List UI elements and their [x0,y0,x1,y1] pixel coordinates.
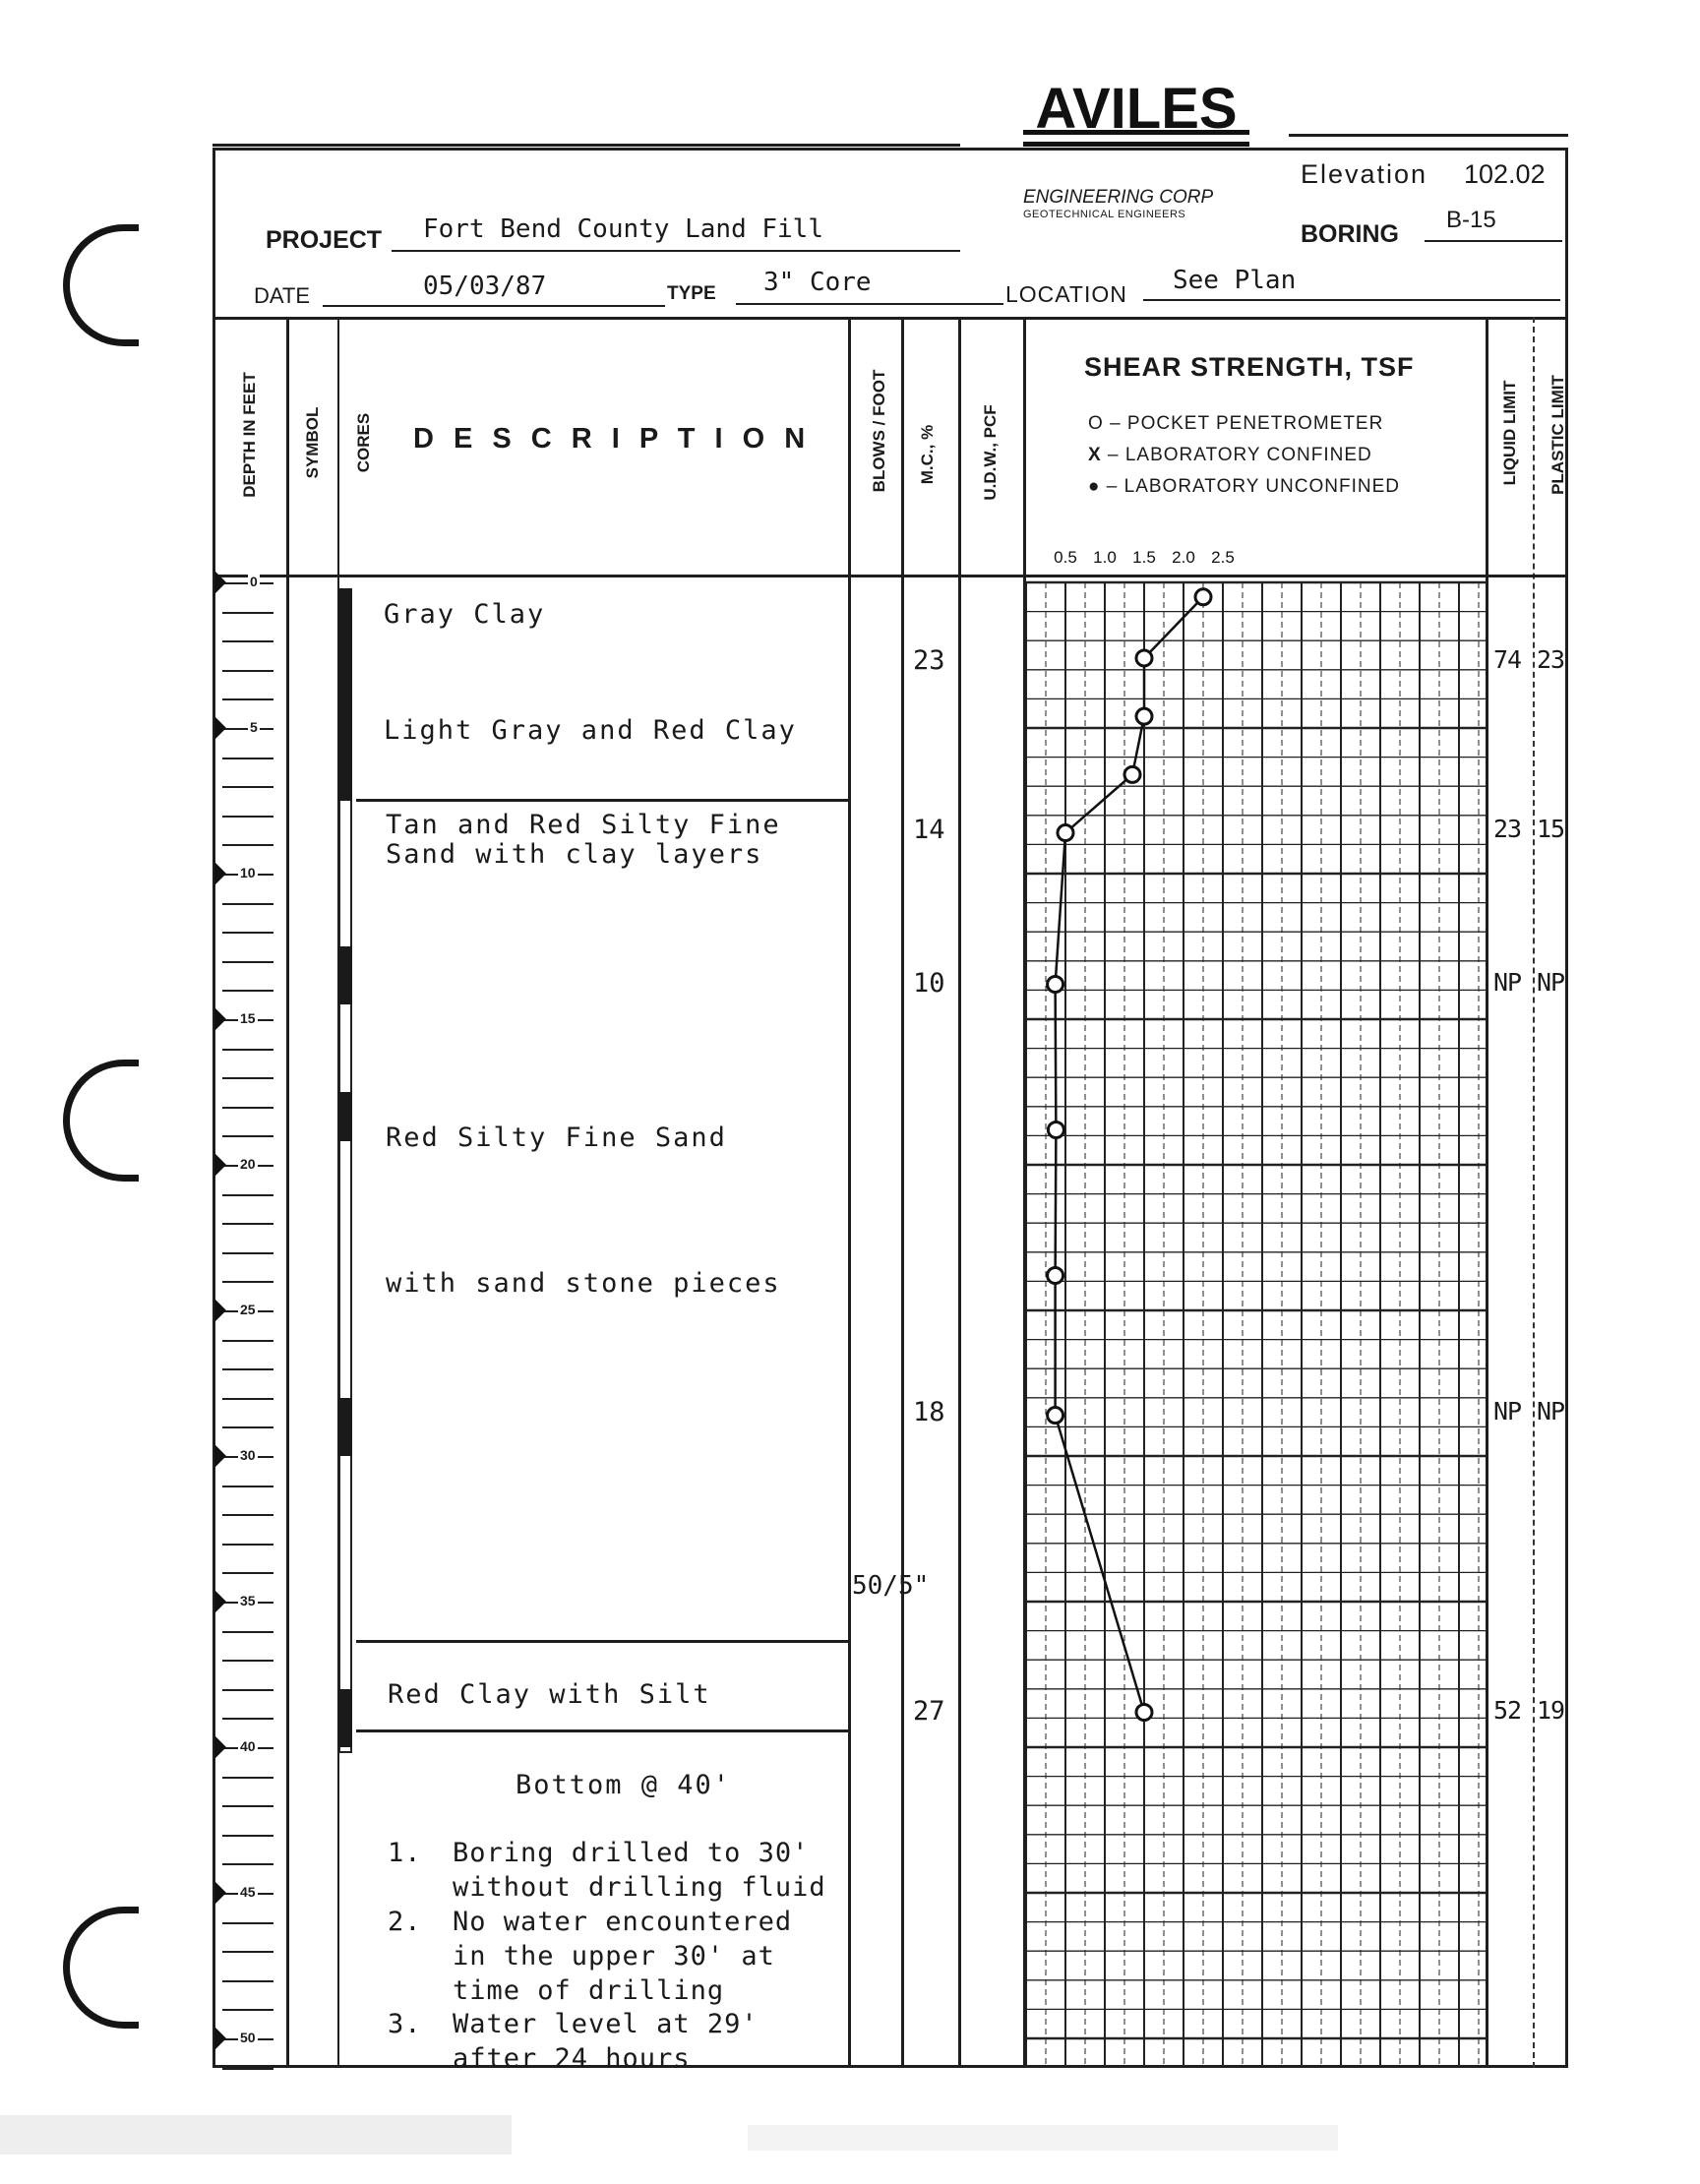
liquid-limit-value: 74 [1493,644,1522,674]
desc-divider-1 [356,799,848,802]
depth-rule [222,1049,273,1051]
legend-pocket-label: POCKET PENETROMETER [1126,413,1384,434]
depth-rule [222,1660,273,1662]
depth-rule [222,1426,273,1428]
boring-value: B-15 [1446,207,1496,233]
depth-rule [222,1689,273,1691]
desc-tan-red-silty-sand: Tan and Red Silty Fine Sand with clay layers [386,810,781,870]
x-tick-label: 0.5 [1054,548,1077,567]
depth-rule [222,1252,273,1254]
project-underline [392,250,960,252]
depth-rule [222,1194,273,1196]
liquid-limit-value: 52 [1493,1696,1522,1726]
depth-marker [214,2027,226,2050]
core-recovered-segment [338,1398,352,1456]
header-liquid-limit: LIQUID LIMIT [1500,380,1519,486]
depth-rule [222,1805,273,1807]
plastic-limit-value: NP [1537,968,1565,998]
shear-strength-chart [1026,539,1486,2068]
date-underline [323,305,665,307]
depth-rule [222,1922,273,1924]
col-line-mc [958,317,961,2068]
depth-rule [222,1980,273,1982]
depth-marker [214,862,226,885]
depth-rule [222,1544,273,1546]
depth-rule [222,1340,273,1342]
plastic-limit-value: 23 [1537,644,1565,674]
depth-rule [222,1631,273,1633]
depth-marker [214,1007,226,1031]
depth-label: 30 [240,1447,256,1463]
note-1 [388,1836,840,1905]
desc-sand-stone-pieces: with sand stone pieces [386,1268,781,1299]
depth-rule [222,786,273,788]
depth-rule [222,1514,273,1516]
shear-title: SHEAR STRENGTH, TSF [1084,352,1415,382]
depth-label: 45 [240,1884,256,1900]
elevation-value: 102.02 [1464,159,1546,189]
plastic-limit-value: NP [1537,1396,1565,1426]
legend-confined-label: LABORATORY CONFINED [1124,445,1372,465]
col-line-limits-divider [1533,317,1536,2068]
depth-marker [214,1153,226,1177]
note-3-num: 3. [388,2009,422,2039]
x-tick-label: 2.5 [1211,548,1235,567]
plastic-limit-value: 15 [1537,814,1565,843]
desc-light-gray-red-clay: Light Gray and Red Clay [384,715,797,746]
note-2-num: 2. [388,1907,422,1937]
col-line-chart-right [1486,317,1488,2068]
project-value: Fort Bend County Land Fill [423,214,823,244]
depth-label: 25 [240,1302,256,1317]
depth-rule [222,1863,273,1865]
legend-dash: – [1106,476,1124,497]
desc-red-silty-fine-sand: Red Silty Fine Sand [386,1122,727,1153]
desc-gray-clay: Gray Clay [384,599,546,630]
core-recovered-segment [338,946,352,1004]
header-mc: M.C., % [918,424,937,485]
depth-marker [214,1735,226,1759]
data-point-pocket-penetrometer [1048,1122,1063,1137]
liquid-limit-value: 23 [1493,814,1522,843]
col-line-description [848,317,851,2068]
header-top-rule-right [1289,134,1568,137]
col-line-symbol [286,317,289,2068]
data-point-pocket-penetrometer [1136,1704,1152,1720]
depth-rule [222,990,273,992]
legend-pocket-symbol: O [1088,413,1104,434]
blows-value: 50/5" [852,1571,930,1602]
depth-rule [222,903,273,905]
date-value: 05/03/87 [423,272,547,301]
depth-rule [222,1572,273,1574]
depth-rule [222,1368,273,1370]
depth-rule [222,1077,273,1079]
header-blows: BLOWS / FOOT [870,369,888,493]
depth-rule [222,1107,273,1109]
elevation-label: Elevation [1301,159,1428,189]
location-label: LOCATION [1005,281,1127,307]
depth-label: 15 [240,1010,256,1026]
logo-mark [1023,87,1249,155]
type-value: 3" Core [763,268,872,297]
data-point-pocket-penetrometer [1136,708,1152,724]
liquid-limit-value: NP [1493,968,1522,998]
header-top-rule-left [212,144,960,147]
core-recovered-segment [338,1092,352,1141]
boring-underline [1425,240,1562,242]
mc-value: 14 [913,814,945,845]
binder-hole-middle [63,1060,139,1182]
legend-unconfined-symbol: ● [1088,476,1101,497]
depth-rule [222,612,273,614]
desc-divider-2 [356,1640,848,1643]
depth-label: 50 [240,2030,256,2045]
note-1-text: Boring drilled to 30' without drilling fluid [453,1838,826,1903]
legend-unconfined-label: LABORATORY UNCONFINED [1123,476,1400,497]
header-description: D E S C R I P T I O N [413,423,812,455]
depth-rule [222,1398,273,1400]
x-tick-label: 1.0 [1093,548,1117,567]
depth-rule [222,1951,273,1953]
desc-bottom: Bottom @ 40' [516,1770,732,1800]
desc-divider-3 [356,1729,848,1732]
depth-rule [222,1777,273,1779]
depth-rule [222,1835,273,1837]
depth-marker [214,571,226,594]
depth-marker [214,1881,226,1905]
x-tick-label: 2.0 [1172,548,1195,567]
depth-rule [222,932,273,934]
location-value: See Plan [1173,266,1297,295]
depth-rule [222,816,273,818]
legend-dash: – [1107,445,1125,465]
col-line-blows [901,317,904,2068]
x-tick-label: 1.5 [1132,548,1156,567]
depth-rule [222,698,273,700]
legend-confined [1088,445,1372,466]
company-subtitle: GEOTECHNICAL ENGINEERS [1023,209,1186,220]
depth-rule [222,1281,273,1283]
depth-rule [222,1486,273,1487]
note-2 [388,1905,840,2008]
desc-red-clay-silt: Red Clay with Silt [388,1679,711,1710]
type-label: TYPE [667,283,716,304]
company-name: ENGINEERING CORP [1023,187,1214,208]
legend-pocket [1088,413,1383,435]
data-point-pocket-penetrometer [1195,589,1211,605]
depth-rule [222,2009,273,2011]
core-recovered-segment [338,1689,352,1747]
depth-marker [214,1299,226,1322]
date-label: DATE [254,283,311,308]
depth-rule [222,1223,273,1225]
data-point-pocket-penetrometer [1058,825,1073,841]
binder-hole-bottom [63,1907,139,2029]
company-logo [1023,87,1249,155]
mc-value: 10 [913,968,945,1000]
data-point-pocket-penetrometer [1048,1267,1063,1283]
logo-text: AVILES [1035,87,1238,141]
depth-rule [222,1718,273,1720]
legend-unconfined [1088,476,1400,498]
boring-label: BORING [1301,220,1399,248]
type-underline [736,303,1003,305]
mc-value: 27 [913,1696,945,1728]
liquid-limit-value: NP [1493,1396,1522,1426]
depth-label: 0 [250,574,258,589]
depth-label: 20 [240,1156,256,1172]
scan-artifact-center [748,2125,1338,2151]
data-point-pocket-penetrometer [1048,1408,1063,1424]
depth-rule [222,758,273,759]
depth-rule [222,2068,273,2070]
column-header-top-rule [212,317,1568,320]
plastic-limit-value: 19 [1537,1696,1565,1726]
legend-dash: – [1110,413,1127,434]
depth-rule [222,640,273,642]
depth-marker [214,1444,226,1468]
depth-rule [222,961,273,963]
data-point-pocket-penetrometer [1124,766,1140,782]
depth-marker [214,1590,226,1613]
legend-confined-symbol: X [1088,445,1102,465]
depth-label: 35 [240,1593,256,1608]
depth-marker [214,716,226,740]
depth-label: 40 [240,1738,256,1754]
scan-artifact-left [0,2115,512,2154]
header-udw: U.D.W., PCF [981,404,1000,501]
location-underline [1143,299,1560,301]
project-label: PROJECT [266,226,383,254]
depth-rule [222,844,273,846]
header-plastic-limit: PLASTIC LIMIT [1548,375,1567,495]
header-depth: DEPTH IN FEET [240,372,259,498]
note-3-text: Water level at 29' after 24 hours [453,2009,759,2074]
mc-value: 23 [913,644,945,676]
binder-hole-top [63,224,139,346]
core-recovered-segment [338,588,352,801]
series-line [1056,597,1203,1713]
depth-rule [222,670,273,672]
depth-label: 5 [250,719,258,735]
depth-rule [222,1135,273,1137]
mc-value: 18 [913,1396,945,1427]
note-1-num: 1. [388,1838,422,1868]
header-symbol: SYMBOL [303,406,322,479]
depth-label: 10 [240,865,256,880]
note-2-text: No water encountered in the upper 30' at time of drilling [453,1907,793,2006]
header-cores: CORES [354,412,373,473]
data-point-pocket-penetrometer [1136,650,1152,666]
data-point-pocket-penetrometer [1048,976,1063,992]
note-3 [388,2007,840,2076]
